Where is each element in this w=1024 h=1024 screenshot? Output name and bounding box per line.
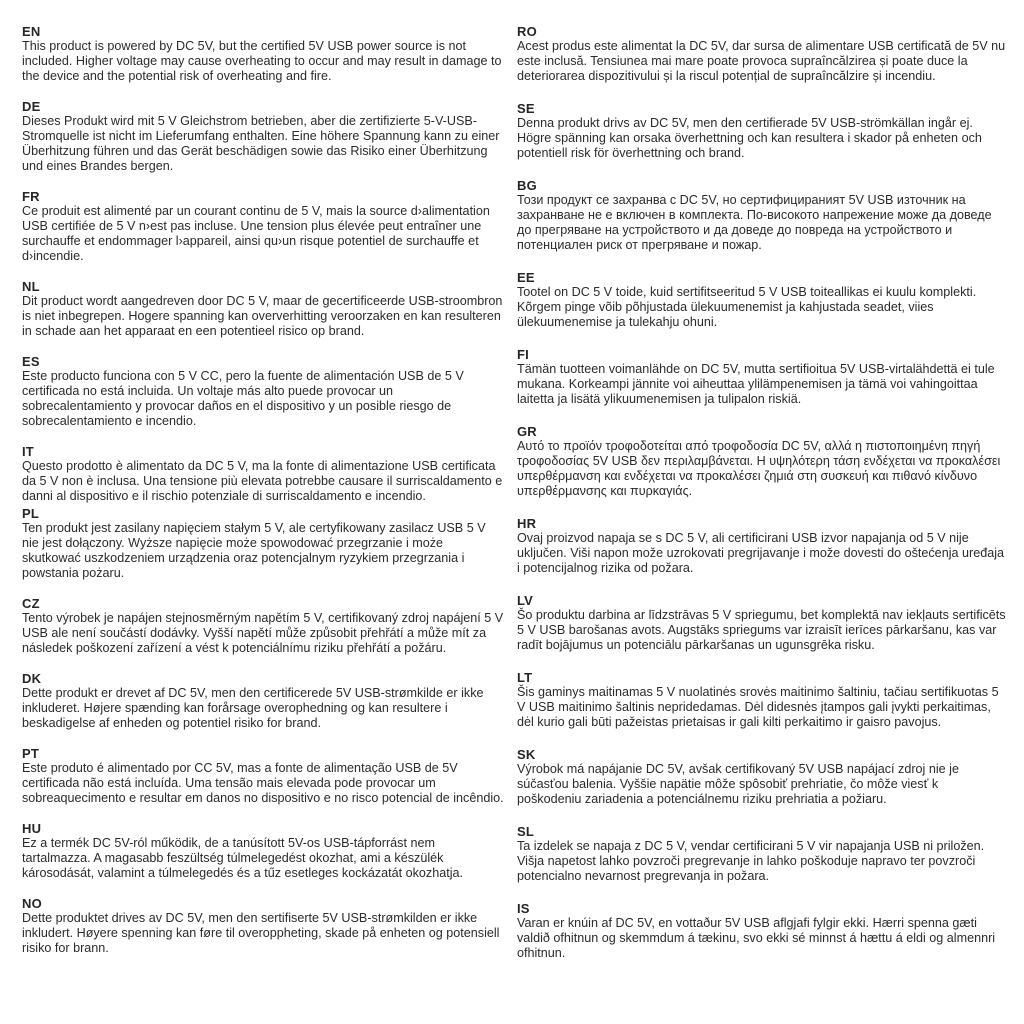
language-code-label: SK [517, 747, 536, 762]
warning-paragraph: Dette produkt er drevet af DC 5V, men den certificerede 5V USB-strømkilde er ikke inkluderet. Højere spænding kan forårsage overophedning og kan resultere i beskadigelse af enheden og potentiel risiko for brand. [22, 686, 484, 730]
warning-paragraph: Ta izdelek se napaja z DC 5 V, vendar certificirani 5 V vir napajanja USB ni priložen. Višja napetost lahko povzroči pregrevanje in lahko poškoduje napravo ter povzroči potencialno nevarnost pregrevanja in požara. [517, 839, 985, 883]
warning-paragraph: Ez a termék DC 5V-ról működik, de a tanúsított 5V-os USB-tápforrást nem tartalmazza. A magasabb feszültség túlmelegedést okozhat, ami a készülék károsodását, valamint a túlmelegedés és a tűz esetleges kockázatát okozhatja. [22, 836, 464, 880]
language-code-label: IT [22, 444, 34, 459]
warning-paragraph: Ten produkt jest zasilany napięciem stałym 5 V, ale certyfikowany zasilacz USB 5 V nie jest dołączony. Wyższe napięcie może spowodować przegrzanie i może skutkować uszkodzeniem urządzenia oraz potencjalnym ryzykiem przegrzania i powstania pożaru. [22, 521, 486, 580]
text-column-left [22, 24, 505, 1024]
language-section [22, 189, 505, 264]
language-section [22, 896, 505, 956]
warning-paragraph: Tento výrobek je napájen stejnosměrným napětím 5 V, certifikovaný zdroj napájení 5 V USB ale není součástí dodávky. Vyšší napětí může způsobit přehřátí a může mít za následek poškození zařízení a vést k potenciálnímu riziku přehřátí a požáru. [22, 611, 504, 655]
language-section [22, 506, 505, 581]
language-section [517, 824, 1006, 884]
language-code-label: LT [517, 670, 533, 685]
language-section [517, 516, 1006, 576]
language-code-label: HR [517, 516, 537, 531]
language-code-label: NO [22, 896, 42, 911]
warning-paragraph: Този продукт се захранва с DC 5V, но сертифицираният 5V USB източник на захранване не е включен в комплекта. По-високото напрежение може да доведе до прегряване на устройството и да доведе до повреда на устройството и потенциален риск от прегряване и пожар. [517, 193, 992, 252]
language-code-label: HU [22, 821, 42, 836]
language-code-label: CZ [22, 596, 40, 611]
language-code-label: FI [517, 347, 529, 362]
language-code-label: EE [517, 270, 535, 285]
language-section [517, 593, 1006, 653]
warning-paragraph: Varan er knúin af DC 5V, en vottaður 5V USB aflgjafi fylgir ekki. Hærri spenna gæti valdið ofhitnun og skemmdum á tækinu, svo ekki sé minnst á hættu á eldi og almennri ofhitnun. [517, 916, 996, 960]
language-section [517, 270, 1006, 330]
warning-paragraph: Tootel on DC 5 V toide, kuid sertifitseeritud 5 V USB toiteallikas ei kuulu komplekti. Kõrgem pinge võib põhjustada ülekuumenemist ja kahjustada seadet, viies ülekuumenemise ja tulekahju ohuni. [517, 285, 977, 329]
language-section [22, 444, 505, 504]
language-section [517, 347, 1006, 407]
warning-paragraph: Acest produs este alimentat la DC 5V, dar sursa de alimentare USB certificată de 5V nu este inclusă. Tensiunea mai mare poate provoca supraîncălzirea și poate duce la deteriorarea dispozitivului și la riscul potențial de supraîncălzire și incendiu. [517, 39, 1006, 83]
warning-paragraph: Este producto funciona con 5 V CC, pero la fuente de alimentación USB de 5 V certificada no está incluida. Un voltaje más alto puede provocar un sobrecalentamiento y provocar daños en el dispositivo y un posible riesgo de sobrecalentamiento e incendio. [22, 369, 464, 428]
language-section [517, 424, 1006, 499]
warning-paragraph: Denna produkt drivs av DC 5V, men den certifierade 5V USB-strömkällan ingår ej. Högre spänning kan orsaka överhettning och kan resultera i skador på enheten och potentiell risk för överhettning och brand. [517, 116, 982, 160]
language-section [22, 746, 505, 806]
warning-paragraph: Tämän tuotteen voimanlähde on DC 5V, mutta sertifioitua 5V USB-virtalähdettä ei tule mukana. Korkeampi jännite voi aiheuttaa ylilämpenemisen ja tämä voi vahingoittaa laitetta ja lisätä ylikuumenemisen ja tulipalon riskiä. [517, 362, 995, 406]
language-code-label: SE [517, 101, 535, 116]
language-code-label: FR [22, 189, 40, 204]
language-section [22, 354, 505, 429]
language-code-label: SL [517, 824, 535, 839]
language-section [517, 670, 1006, 730]
warning-paragraph: Výrobok má napájanie DC 5V, avšak certifikovaný 5V USB napájací zdroj nie je súčasťou balenia. Vyššie napätie môže spôsobiť prehriatie, čo môže viesť k poškodeniu zariadenia a potenciálnemu riziku prehriatia a požiaru. [517, 762, 959, 806]
language-section [22, 821, 505, 881]
language-section [22, 279, 505, 339]
language-code-label: EN [22, 24, 41, 39]
language-code-label: BG [517, 178, 537, 193]
text-column-right [517, 24, 1006, 1024]
warning-paragraph: Dieses Produkt wird mit 5 V Gleichstrom betrieben, aber die zertifizierte 5-V-USB-Stromquelle ist nicht im Lieferumfang enthalten. Eine höhere Spannung kann zu einer Überhitzung führen und das Gerät beschädigen sowie das Risiko einer Überhitzung und eines Brandes bergen. [22, 114, 500, 173]
language-code-label: ES [22, 354, 40, 369]
warning-paragraph: Αυτό το προϊόν τροφοδοτείται από τροφοδοσία DC 5V, αλλά η πιστοποιημένη πηγή τροφοδοσίας 5V USB δεν περιλαμβάνεται. Η υψηλότερη τάση ενδέχεται να προκαλέσει υπερθέρμανση και ενδέχεται να προκαλέσει ζημιά στη συσκευή και πιθανό κίνδυνο υπερθέρμανσης και πυρκαγιάς. [517, 439, 1001, 498]
language-code-label: DK [22, 671, 42, 686]
language-code-label: PL [22, 506, 40, 521]
language-section [517, 178, 1006, 253]
warning-paragraph: Ce produit est alimenté par un courant continu de 5 V, mais la source d›alimentation USB certifiée de 5 V n›est pas incluse. Une tension plus élevée peut entraîner une surchauffe et endommager l›appareil, ainsi qu›un risque potentiel de surchauffe et d›incendie. [22, 204, 490, 263]
warning-paragraph: Dette produktet drives av DC 5V, men den sertifiserte 5V USB-strømkilden er ikke inkludert. Høyere spenning kan føre til overoppheting, skade på enheten og potensiell risiko for brann. [22, 911, 500, 955]
language-section [22, 671, 505, 731]
warning-paragraph: Este produto é alimentado por CC 5V, mas a fonte de alimentação USB de 5V certificada não está incluída. Uma tensão mais elevada pode provocar um sobreaquecimento e resultar em danos no dispositivo e no risco potencial de incêndio. [22, 761, 504, 805]
warning-paragraph: Dit product wordt aangedreven door DC 5 V, maar de gecertificeerde USB-stroombron is niet inbegrepen. Hogere spanning kan oververhitting veroorzaken en kan resulteren in schade aan het apparaat en een potentieel risico op brand. [22, 294, 503, 338]
language-code-label: PT [22, 746, 40, 761]
language-code-label: IS [517, 901, 530, 916]
language-section [517, 24, 1006, 84]
warning-paragraph: This product is powered by DC 5V, but the certified 5V USB power source is not included. Higher voltage may cause overheating to occur and may result in damage to the device and the potential risk of overheating and fire. [22, 39, 502, 83]
warning-paragraph: Questo prodotto è alimentato da DC 5 V, ma la fonte di alimentazione USB certificata da 5 V non è inclusa. Una tensione più elevata potrebbe causare il surriscaldamento e danni al dispositivo e il rischio potenziale di surriscaldamento e incendio. [22, 459, 503, 503]
warning-paragraph: Ovaj proizvod napaja se s DC 5 V, ali certificirani USB izvor napajanja od 5 V nije uključen. Viši napon može uzrokovati pregrijavanje i može dovesti do oštećenja uređaja i potencijalnog rizika od požara. [517, 531, 1005, 575]
warning-paragraph: Šis gaminys maitinamas 5 V nuolatinės srovės maitinimo šaltiniu, tačiau sertifikuotas 5 V USB maitinimo šaltinis nepridedamas. Dėl didesnės įtampos gali įvykti perkaitimas, dėl kurio gali būti pažeistas prietaisas ir gali kilti perkaitimo ir gaisro pavojus. [517, 685, 999, 729]
language-section [517, 901, 1006, 961]
language-code-label: RO [517, 24, 537, 39]
language-code-label: DE [22, 99, 41, 114]
language-code-label: LV [517, 593, 534, 608]
language-section [22, 596, 505, 656]
language-section [517, 747, 1006, 807]
language-code-label: GR [517, 424, 537, 439]
language-section [517, 101, 1006, 161]
warning-paragraph: Šo produktu darbina ar līdzstrāvas 5 V spriegumu, bet komplektā nav iekļauts sertificēts 5 V USB barošanas avots. Augstāks spriegums var izraisīt ierīces pārkaršanu, kas var radīt bojājumus un potenciālu pārkaršanas un ugunsgrēka risku. [517, 608, 1006, 652]
language-code-label: NL [22, 279, 40, 294]
language-section [22, 24, 505, 84]
language-section [22, 99, 505, 174]
